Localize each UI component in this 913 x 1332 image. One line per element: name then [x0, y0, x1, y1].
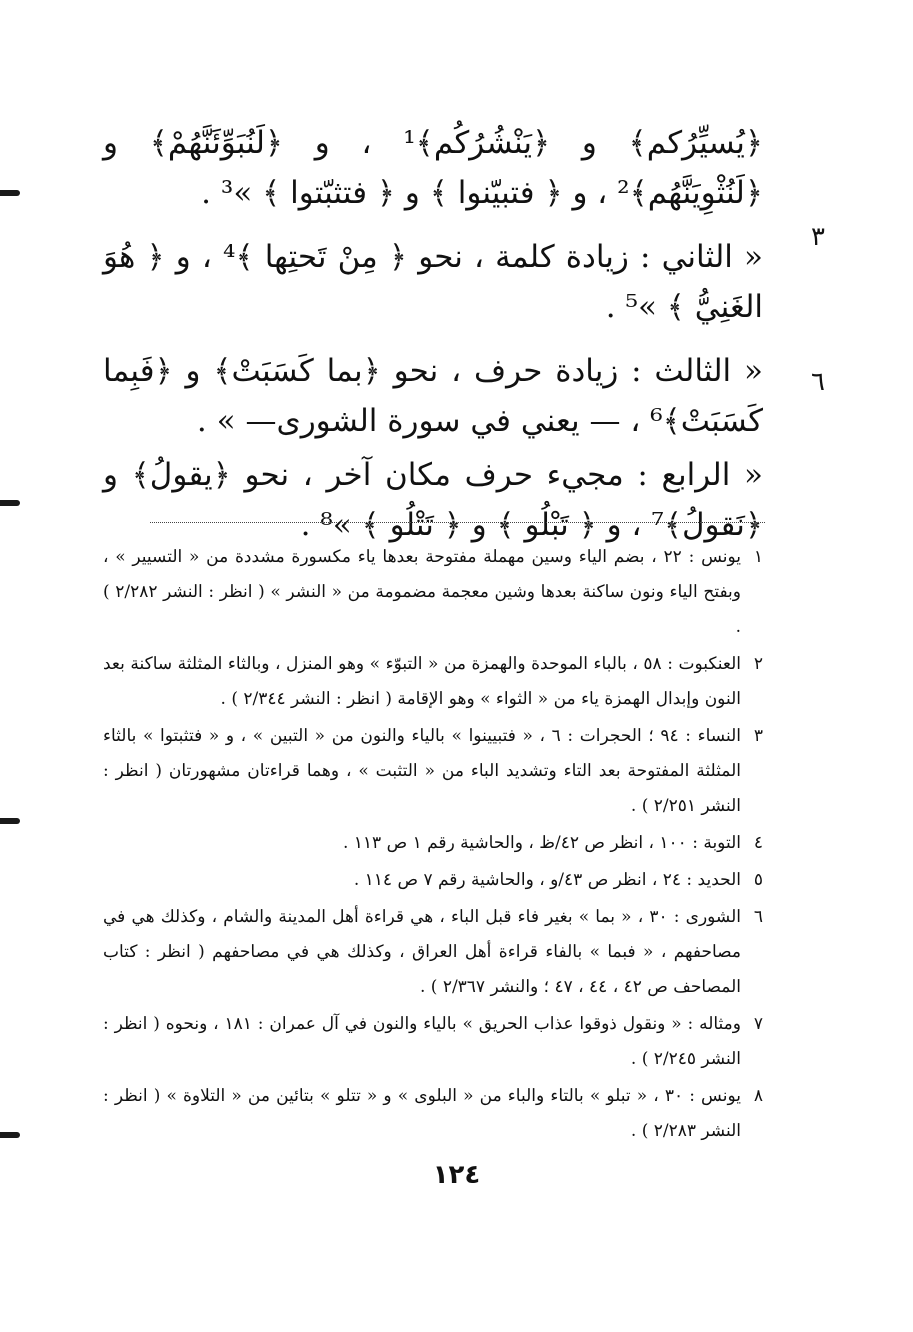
footnote-number: ٧ — [753, 1014, 763, 1034]
footnote-number: ٥ — [753, 870, 763, 890]
footnote — [103, 863, 763, 898]
footnote — [103, 900, 763, 1005]
footnote-text: يونس : ٢٢ ، بضم الياء وسين مهملة مفتوحة بعدها ياء مكسورة مشددة من « التسيير » ، وبفتح الياء ونون ساكنة بعدها وشين معجمة مضمومة من « النشر » ( انظر : النشر ٢/٢٨٢ ) . — [103, 547, 741, 637]
edge-mark — [0, 818, 20, 824]
main-text — [103, 118, 763, 550]
edge-mark — [0, 1132, 20, 1138]
footnote-number: ٣ — [753, 726, 763, 746]
main-paragraph: ﴿يُسيِّرُكم﴾ و ﴿يَنْشُرُكُم﴾¹ ، و ﴿لَنُبَوِّئَنَّهُمْ﴾ و ﴿لَنُثْوِيَنَّهُم﴾² ، و ﴿ فتبيّنوا ﴾ و ﴿ فتثبّتوا ﴾ »³ . — [103, 125, 763, 211]
marginal-number: ٣ — [811, 222, 825, 252]
edge-mark — [0, 500, 20, 506]
footnote-number: ٤ — [753, 833, 763, 853]
footnote — [103, 719, 763, 824]
footnote-number: ٨ — [753, 1086, 763, 1106]
footnote-text: الحديد : ٢٤ ، انظر ص ٤٣/و ، والحاشية رقم ٧ ص ١١٤ . — [353, 870, 741, 890]
main-paragraph: « الثالث : زيادة حرف ، نحو ﴿بما كَسَبَتْ﴾ و ﴿فَبِما كَسَبَتْ﴾⁶ ، — يعني في سورة الشورى— » . — [103, 353, 763, 439]
footnote-number: ٦ — [753, 907, 763, 927]
footnote-number: ٢ — [753, 654, 763, 674]
footnote — [103, 1007, 763, 1077]
footnotes — [103, 540, 763, 1151]
footnote-text: النساء : ٩٤ ؛ الحجرات : ٦ ، « فتبيينوا » بالياء والنون من « التبين » ، و « فتثبتوا » بالثاء المثلثة المفتوحة بعد التاء وتشديد الباء من « التثبت » ، وهما قراءتان مشهورتان ( انظر : النشر ٢/٢٥١ ) . — [103, 726, 741, 816]
footnote-separator — [150, 522, 765, 523]
footnote — [103, 647, 763, 717]
footnote-text: ومثاله : « ونقول ذوقوا عذاب الحريق » بالياء والنون في آل عمران : ١٨١ ، ونحوه ( انظر : النشر ٢/٢٤٥ ) . — [103, 1014, 741, 1069]
main-paragraph: « الثاني : زيادة كلمة ، نحو ﴿ مِنْ تَحتِها ﴾⁴ ، و ﴿ هُوَ الغَنِيُّ ﴾ »⁵ . — [103, 239, 763, 325]
footnote — [103, 540, 763, 645]
footnote — [103, 826, 763, 861]
footnote-text: الشورى : ٣٠ ، « بما » بغير فاء قبل الباء ، هي قراءة أهل المدينة والشام ، وكذلك هي في مصاحفهم ، « فبما » بالفاء قراءة أهل العراق ، وكذلك هي في مصاحفهم ( انظر : كتاب المصاحف ص ٤٢ ، ٤٤ ، ٤٧ ؛ والنشر ٢/٣٦٧ ) . — [103, 907, 741, 997]
page-number: ١٢٤ — [432, 1160, 481, 1190]
marginal-number: ٦ — [811, 367, 825, 397]
footnote — [103, 1079, 763, 1149]
footnote-text: العنكبوت : ٥٨ ، بالباء الموحدة والهمزة من « التبوّء » وهو المنزل ، وبالثاء المثلثة ساكنة بعد النون وإبدال الهمزة ياء من « الثواء » وهو الإقامة ( انظر : النشر ٢/٣٤٤ ) . — [103, 654, 741, 709]
edge-mark — [0, 190, 20, 196]
footnote-number: ١ — [753, 547, 763, 567]
footnote-text: يونس : ٣٠ ، « تبلو » بالتاء والباء من « البلوى » و « تتلو » بتائين من « التلاوة » ( انظر : النشر ٢/٢٨٣ ) . — [103, 1086, 741, 1141]
main-paragraph: « الرابع : مجيء حرف مكان آخر ، نحو ﴿يقولُ﴾ و ﴿نَقولُ﴾⁷ ، و ﴿ تَبْلُو ﴾ و ﴿ تَتْلُو ﴾ »⁸ . — [103, 457, 763, 543]
footnote-text: التوبة : ١٠٠ ، انظر ص ٤٢/ظ ، والحاشية رقم ١ ص ١١٣ . — [342, 833, 741, 853]
